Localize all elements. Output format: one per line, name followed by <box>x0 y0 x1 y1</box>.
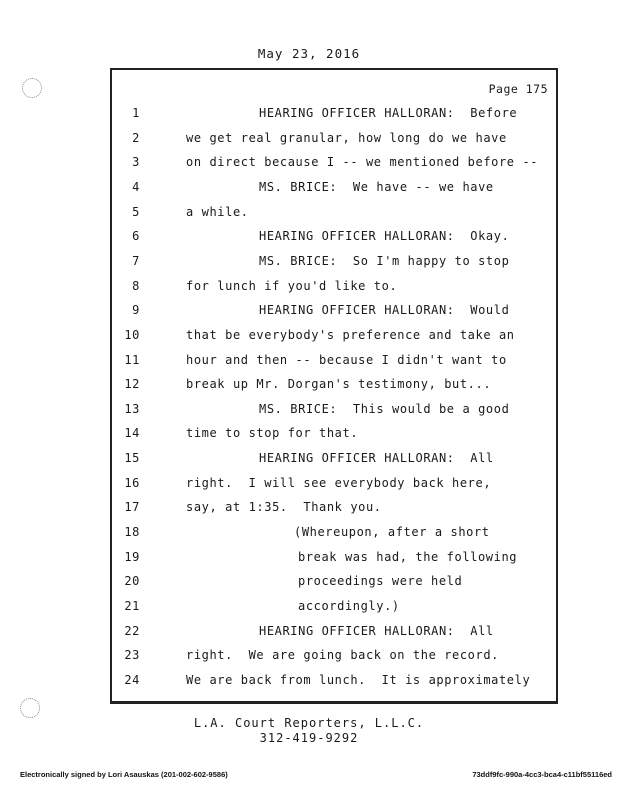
line-number: 10 <box>124 327 140 342</box>
transcript-line <box>0 673 618 693</box>
line-number: 2 <box>132 130 140 145</box>
line-text: accordingly.) <box>298 599 400 613</box>
line-text: HEARING OFFICER HALLORAN: All <box>259 451 494 466</box>
transcript-line <box>0 451 618 471</box>
line-text: time to stop for that. <box>186 426 359 441</box>
line-number: 21 <box>124 599 140 613</box>
line-text: for lunch if you'd like to. <box>186 278 398 293</box>
transcript-line <box>0 106 618 126</box>
transcript-line <box>0 205 618 225</box>
line-text: a while. <box>186 204 249 219</box>
line-number: 3 <box>132 155 140 170</box>
line-text: HEARING OFFICER HALLORAN: Okay. <box>259 229 510 244</box>
line-number: 18 <box>124 525 140 540</box>
transcript-line <box>0 574 618 594</box>
line-text: say, at 1:35. Thank you. <box>186 500 382 515</box>
line-text: we get real granular, how long do we have <box>186 130 507 145</box>
punch-hole-top <box>22 78 42 98</box>
line-text: hour and then -- because I didn't want to <box>186 352 507 367</box>
line-number: 20 <box>124 574 140 589</box>
line-text: break up Mr. Dorgan's testimony, but... <box>186 377 492 392</box>
line-text: (Whereupon, after a short <box>294 525 490 540</box>
line-number: 24 <box>124 672 140 687</box>
line-number: 22 <box>124 623 140 638</box>
transcript-line <box>0 131 618 151</box>
transcript-line <box>0 229 618 249</box>
line-number: 5 <box>132 204 140 219</box>
line-number: 7 <box>132 253 140 268</box>
page-number-label: Page 175 <box>488 82 548 96</box>
electronic-signature: Electronically signed by Lori Asauskas (201-002-602-9586) <box>20 770 228 779</box>
transcript-line <box>0 500 618 520</box>
transcript-line <box>0 550 618 570</box>
line-number: 17 <box>124 500 140 515</box>
line-text: that be everybody's preference and take an <box>186 327 515 342</box>
transcript-line <box>0 155 618 175</box>
line-number: 15 <box>124 451 140 466</box>
transcript-line <box>0 402 618 422</box>
transcript-line <box>0 624 618 644</box>
line-text: HEARING OFFICER HALLORAN: All <box>259 623 494 638</box>
punch-hole-bottom <box>20 698 40 718</box>
line-text: MS. BRICE: This would be a good <box>259 401 510 416</box>
transcript-line <box>0 426 618 446</box>
transcript-line <box>0 180 618 200</box>
line-number: 14 <box>124 426 140 441</box>
line-text: MS. BRICE: We have -- we have <box>259 179 494 194</box>
document-id: 73ddf9fc-990a-4cc3-bca4-c11bf55116ed <box>472 770 612 779</box>
line-text: MS. BRICE: So I'm happy to stop <box>259 253 510 268</box>
line-number: 13 <box>124 401 140 416</box>
line-number: 11 <box>124 352 140 367</box>
line-text: break was had, the following <box>298 549 518 564</box>
line-number: 8 <box>132 278 140 293</box>
date-header: May 23, 2016 <box>257 46 361 61</box>
line-number: 6 <box>132 229 140 244</box>
transcript-line <box>0 254 618 274</box>
transcript-line <box>0 328 618 348</box>
footer-company: L.A. Court Reporters, L.L.C. <box>193 716 425 730</box>
transcript-line <box>0 353 618 373</box>
transcript-line <box>0 648 618 668</box>
line-text: HEARING OFFICER HALLORAN: Would <box>259 303 510 318</box>
line-text: on direct because I -- we mentioned before -- <box>186 155 539 170</box>
line-number: 16 <box>124 475 140 490</box>
line-text: right. We are going back on the record. <box>186 648 499 663</box>
line-number: 1 <box>132 106 140 120</box>
line-number: 4 <box>132 179 140 194</box>
transcript-line <box>0 599 618 619</box>
transcript-line <box>0 476 618 496</box>
transcript-line <box>0 279 618 299</box>
line-text: proceedings were held <box>298 574 463 589</box>
transcript-line <box>0 303 618 323</box>
line-number: 19 <box>124 549 140 564</box>
line-text: We are back from lunch. It is approximately <box>186 672 531 687</box>
line-text: right. I will see everybody back here, <box>186 475 492 490</box>
footer-phone: 312-419-9292 <box>259 731 359 745</box>
transcript-line <box>0 525 618 545</box>
line-number: 23 <box>124 648 140 663</box>
line-number: 9 <box>132 303 140 318</box>
line-text: HEARING OFFICER HALLORAN: Before <box>259 106 518 120</box>
transcript-line <box>0 377 618 397</box>
line-number: 12 <box>124 377 140 392</box>
